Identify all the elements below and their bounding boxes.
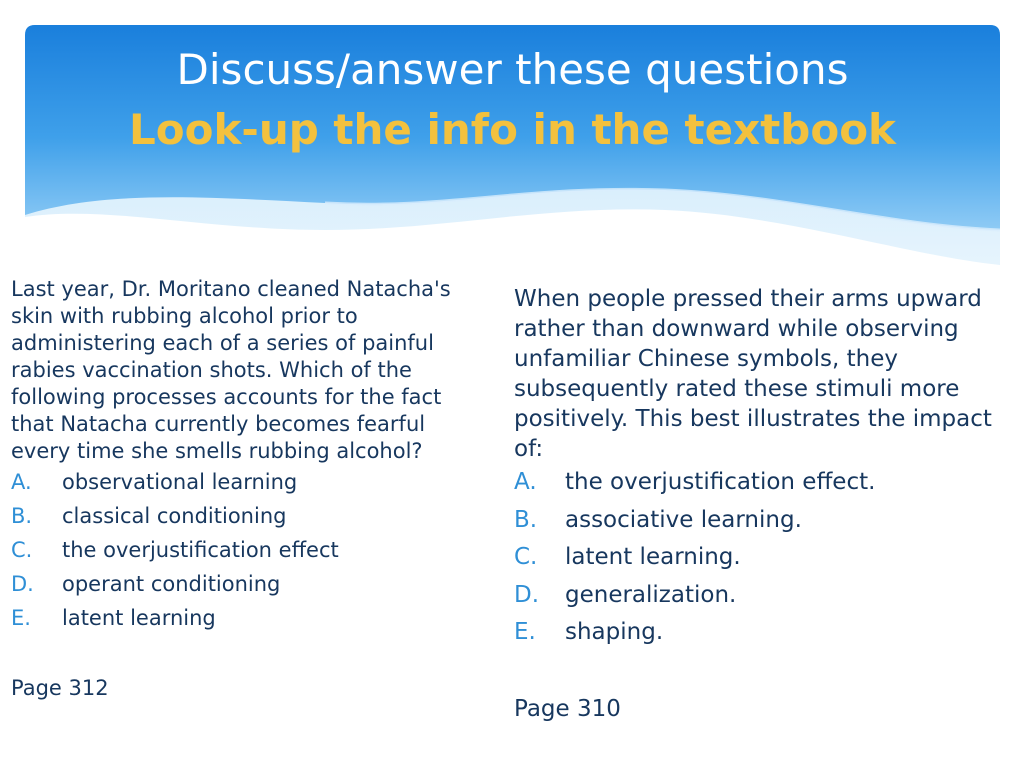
option-letter: B. — [514, 506, 538, 533]
right-options-list — [514, 464, 1014, 652]
list-item — [514, 614, 1014, 652]
option-label: the overjustification effect — [62, 538, 339, 562]
title-line1: Discuss/answer these questions — [176, 45, 849, 94]
option-label: operant conditioning — [62, 572, 281, 596]
option-label: shaping. — [565, 619, 664, 645]
option-letter: E. — [11, 606, 31, 630]
right-page-reference: Page 310 — [514, 695, 621, 722]
option-letter: B. — [11, 504, 33, 528]
option-label: associative learning. — [565, 506, 802, 533]
slide-title — [25, 40, 1000, 160]
right-question-block — [514, 284, 1014, 724]
left-options-list — [11, 465, 481, 635]
list-item — [11, 567, 481, 601]
right-question-text: When people pressed their arms upward rather than downward while observing unfamiliar Chinese symbols, they subsequently rated these stimuli more positively. This best illustrates the impact of: — [514, 286, 992, 462]
list-item — [514, 539, 1014, 577]
option-label: generalization. — [565, 581, 737, 608]
option-label: latent learning. — [565, 544, 741, 570]
list-item — [514, 464, 1014, 502]
option-letter: A. — [11, 470, 32, 494]
option-label: classical conditioning — [62, 504, 287, 528]
option-label: observational learning — [62, 470, 298, 494]
left-page-reference: Page 312 — [11, 676, 109, 700]
option-label: the overjustification effect. — [565, 469, 876, 495]
option-letter: E. — [514, 619, 536, 645]
left-question-text: Last year, Dr. Moritano cleaned Natacha's skin with rubbing alcohol prior to administering each of a series of painful rabies vaccination shots. Which of the following processes accounts for the fact that Natacha currently becomes fearful every time she smells rubbing alcohol? — [11, 277, 451, 463]
option-letter: D. — [11, 572, 34, 596]
list-item — [11, 499, 481, 533]
title-line2: Look-up the info in the textbook — [129, 105, 896, 154]
list-item — [11, 465, 481, 499]
option-letter: C. — [11, 538, 33, 562]
list-item — [11, 533, 481, 567]
list-item — [514, 502, 1014, 540]
option-label: latent learning — [62, 606, 216, 630]
left-question-block — [11, 276, 481, 702]
option-letter: A. — [514, 469, 537, 495]
option-letter: C. — [514, 544, 538, 570]
option-letter: D. — [514, 581, 540, 608]
list-item — [11, 601, 481, 635]
list-item — [514, 577, 1014, 615]
